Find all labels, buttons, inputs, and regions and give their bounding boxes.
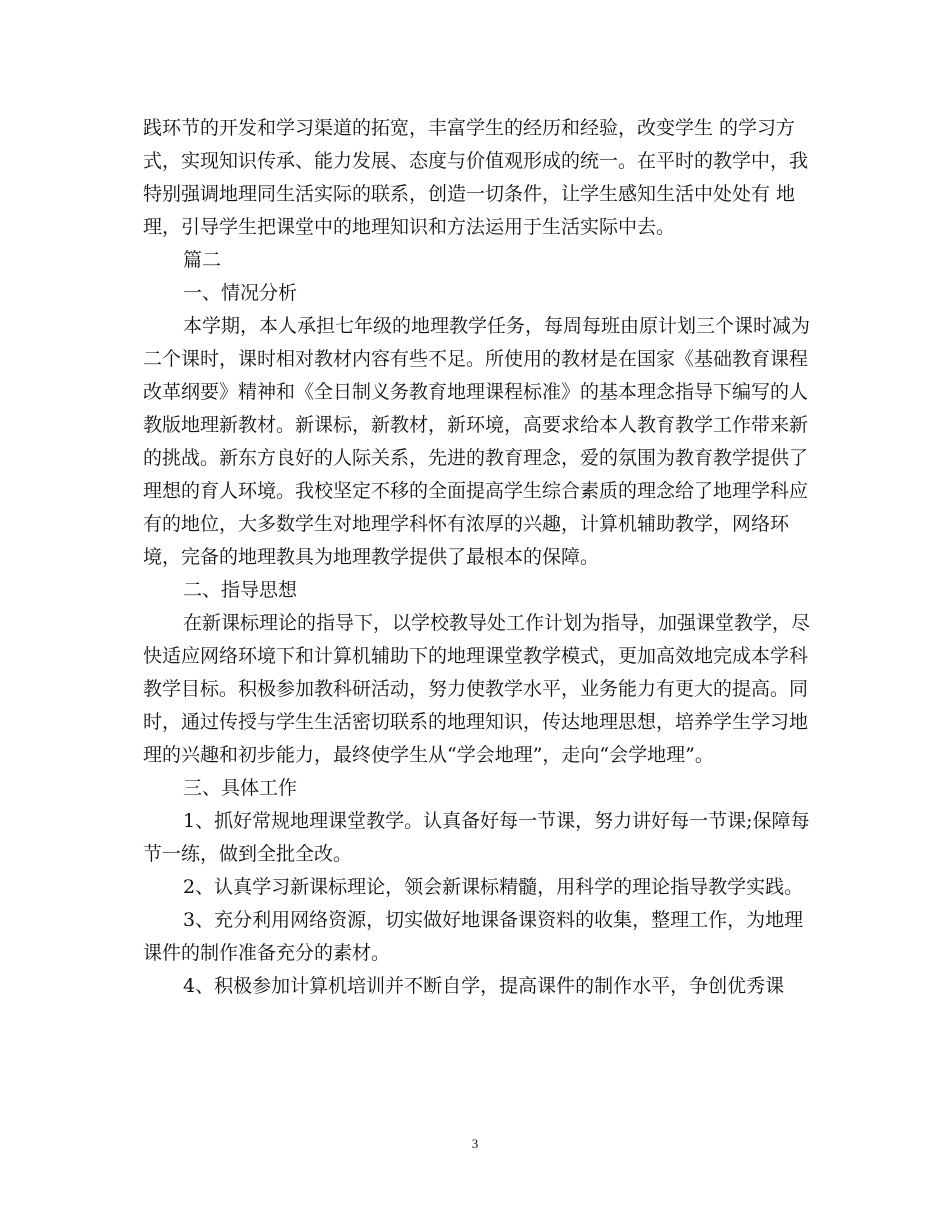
list-item-line: 课件的制作准备充分的素材。 [143, 942, 391, 964]
text-line: 境，完备的地理教具为地理教学提供了最根本的保障。 [143, 546, 600, 568]
section-heading: 三、具体工作 [183, 777, 298, 799]
text-line: 理的兴趣和初步能力，最终使学生从“学会地理”，走向“会学地理”。 [143, 744, 714, 766]
text-line: 时，通过传授与学生生活密切联系的地理知识，传达地理思想，培养学生学习地 [143, 711, 809, 733]
section-heading: 二、指导思想 [183, 579, 298, 601]
text-line: 理，引导学生把课堂中的地理知识和方法运用于生活实际中去。 [143, 216, 676, 238]
text-line: 的挑战。新东方良好的人际关系，先进的教育理念，爱的氛围为教育教学提供了 [143, 447, 809, 469]
text-line: 教版地理新教材。新课标，新教材，新环境，高要求给本人教育教学工作带来新 [143, 414, 809, 436]
text-line: 特别强调地理同生活实际的联系，创造一切条件，让学生感知生活中处处有 地 [143, 183, 796, 205]
section-heading: 一、情况分析 [183, 282, 298, 304]
text-line: 在新课标理论的指导下，以学校教导处工作计划为指导，加强课堂教学，尽 [183, 612, 811, 634]
list-item-line: 4、积极参加计算机培训并不断自学，提高课件的制作水平，争创优秀课 [183, 975, 785, 997]
text-line: 教学目标。积极参加教科研活动，努力使教学水平，业务能力有更大的提高。同 [143, 678, 809, 700]
text-line: 本学期，本人承担七年级的地理教学任务，每周每班由原计划三个课时减为 [183, 315, 811, 337]
text-line: 快适应网络环境下和计算机辅助下的地理课堂教学模式，更加高效地完成本学科 [143, 645, 809, 667]
text-line: 改革纲要》精神和《全日制义务教育地理课程标准》的基本理念指导下编写的人 [143, 381, 809, 403]
list-item-line: 1、抓好常规地理课堂教学。认真备好每一节课，努力讲好每一节课;保障每 [183, 810, 810, 832]
list-item-line: 3、充分利用网络资源，切实做好地课备课资料的收集，整理工作，为地理 [183, 909, 804, 931]
page-number: 3 [471, 1136, 479, 1151]
text-line: 践环节的开发和学习渠道的拓宽，丰富学生的经历和经验，改变学生 的学习方 [143, 117, 796, 139]
section-heading: 篇二 [183, 249, 222, 271]
text-line: 式，实现知识传承、能力发展、态度与价值观形成的统一。在平时的教学中，我 [143, 150, 809, 172]
text-line: 理想的育人环境。我校坚定不移的全面提高学生综合素质的理念给了地理学科应 [143, 480, 809, 502]
text-line: 有的地位，大多数学生对地理学科怀有浓厚的兴趣，计算机辅助教学，网络环 [143, 513, 790, 535]
list-item-line: 节一练，做到全批全改。 [143, 843, 353, 865]
text-line: 二个课时，课时相对教材内容有些不足。所使用的教材是在国家《基础教育课程 [143, 348, 809, 370]
list-item-line: 2、认真学习新课标理论，领会新课标精髓，用科学的理论指导教学实践。 [183, 876, 804, 898]
document-body [143, 112, 811, 1003]
